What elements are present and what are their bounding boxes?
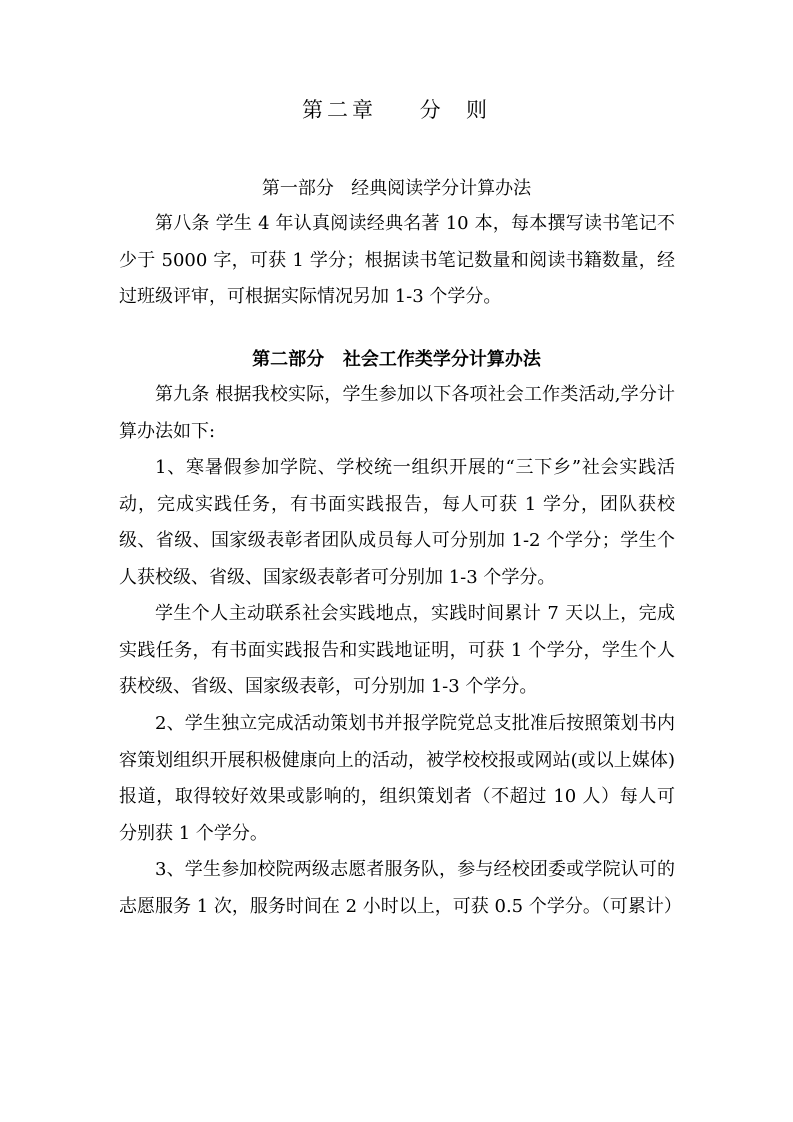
chapter-title: 第二章 分 则 <box>301 98 492 122</box>
part2-title: 第二部分 社会工作类学分计算办法 <box>252 349 541 370</box>
article-8-paragraph: 第八条 学生 4 年认真阅读经典名著 10 本，每本撰写读书笔记不少于 5000 字，可获 1 学分；根据读书笔记数量和阅读书籍数量，经过班级评审，可根据实际情况另加 1-3 个学分。 <box>119 213 675 307</box>
item-1-supplement-paragraph: 学生个人主动联系社会实践地点，实践时间累计 7 天以上，完成实践任务，有书面实践报告和实践地证明，可获 1 个学分，学生个人获校级、省级、国家级表彰，可分别加 1-3 个学分。 <box>119 603 675 697</box>
item-1-paragraph: 1、寒暑假参加学院、学校统一组织开展的“三下乡”社会实践活动，完成实践任务，有书面实践报告，每人可获 1 学分，团队获校级、省级、国家级表彰者团队成员每人可分别加 1-2 个学分；学生个人获校级、省级、国家级表彰者可分别加 1-3 个学分。 <box>119 457 675 588</box>
article-9-paragraph: 第九条 根据我校实际，学生参加以下各项社会工作类活动,学分计算办法如下: <box>119 384 675 442</box>
item-2-paragraph: 2、学生独立完成活动策划书并报学院党总支批准后按照策划书内容策划组织开展积极健康向上的活动，被学校校报或网站(或以上媒体)报道，取得较好效果或影响的，组织策划者（不超过 10 人）每人可分别获 1 个学分。 <box>119 713 675 844</box>
part1-title: 第一部分 经典阅读学分计算办法 <box>261 178 532 199</box>
item-3-paragraph: 3、学生参加校院两级志愿者服务队，参与经校团委或学院认可的志愿服务 1 次，服务时间在 2 小时以上，可获 0.5 个学分。（可累计） <box>119 859 682 917</box>
